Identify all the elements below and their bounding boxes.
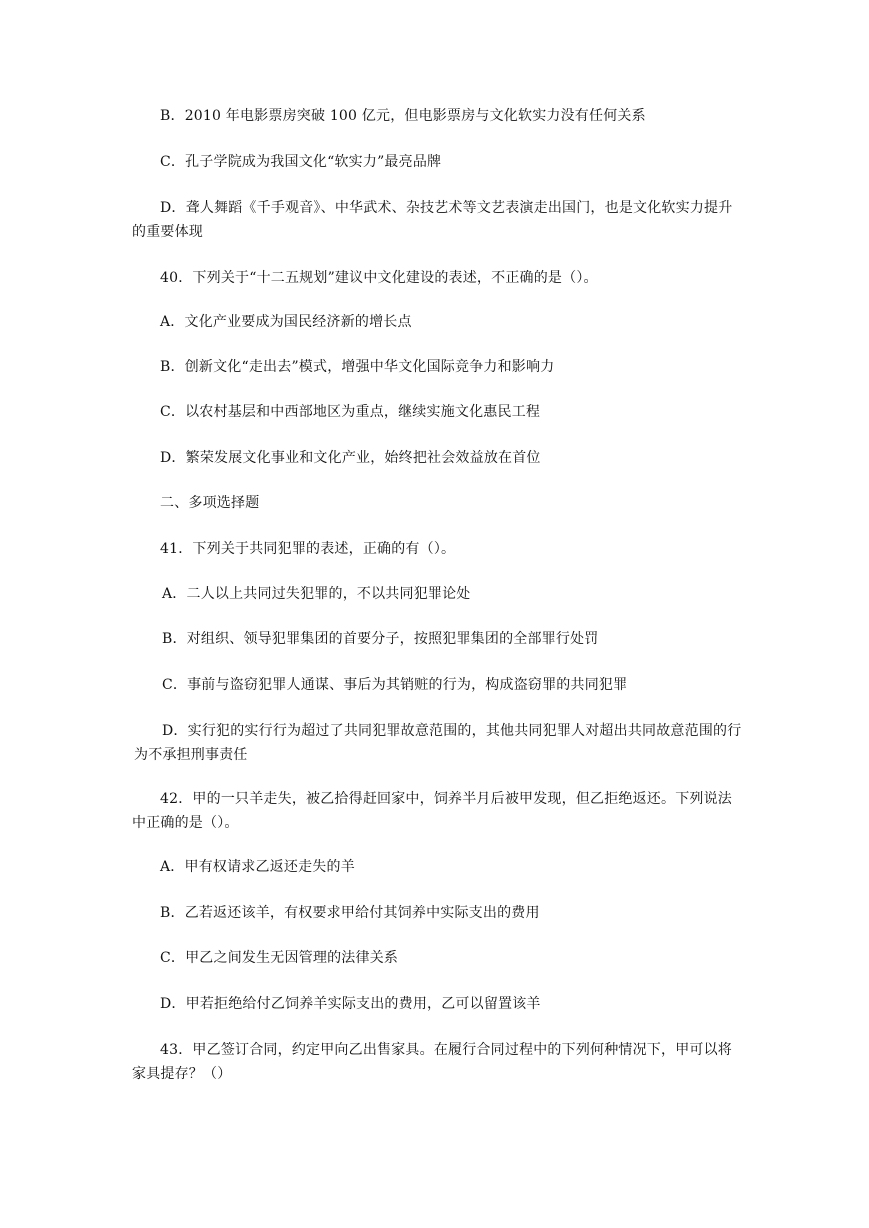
q39-option-b: B．2010 年电影票房突破 100 亿元，但电影票房与文化软实力没有任何关系: [160, 108, 646, 124]
q39-option-d: D．聋人舞蹈《千手观音》、中华武术、杂技艺术等文艺表演走出国门，也是文化软实力提升的重要体现: [132, 200, 733, 240]
question-40: 40．下列关于“十二五规划”建议中文化建设的表述，不正确的是（）。: [160, 270, 598, 286]
q41-option-b: B．对组织、领导犯罪集团的首要分子，按照犯罪集团的全部罪行处罚: [162, 631, 599, 647]
q41-option-d: D．实行犯的实行行为超过了共同犯罪故意范围的，其他共同犯罪人对超出共同故意范围的行为不承担刑事责任: [134, 723, 742, 763]
q42-option-c: C．甲乙之间发生无因管理的法律关系: [160, 950, 399, 966]
q40-option-a: A．文化产业要成为国民经济新的增长点: [160, 314, 412, 330]
q42-option-b: B．乙若返还该羊，有权要求甲给付其饲养中实际支出的费用: [160, 905, 540, 921]
question-42: 42．甲的一只羊走失，被乙拾得赶回家中，饲养半月后被甲发现，但乙拒绝返还。下列说法中正确的是（）。: [132, 791, 733, 831]
q40-option-c: C．以农村基层和中西部地区为重点，继续实施文化惠民工程: [160, 404, 541, 420]
q39-option-c: C．孔子学院成为我国文化“软实力”最亮品牌: [160, 154, 442, 170]
q41-option-c: C．事前与盗窃犯罪人通谋、事后为其销赃的行为，构成盗窃罪的共同犯罪: [162, 677, 628, 693]
section-heading-multiple-choice: 二、多项选择题: [160, 495, 260, 511]
q40-option-b: B．创新文化“走出去”模式，增强中华文化国际竞争力和影响力: [160, 359, 555, 375]
q41-option-a: A．二人以上共同过失犯罪的，不以共同犯罪论处: [162, 586, 471, 602]
question-43: 43．甲乙签订合同，约定甲向乙出售家具。在履行合同过程中的下列何种情况下，甲可以将家具提存？（）: [132, 1042, 733, 1082]
q42-option-a: A．甲有权请求乙返还走失的羊: [160, 859, 355, 875]
q42-option-d: D．甲若拒绝给付乙饲养羊实际支出的费用，乙可以留置该羊: [160, 996, 541, 1012]
question-41: 41．下列关于共同犯罪的表述，正确的有（）。: [160, 541, 456, 557]
q40-option-d: D．繁荣发展文化事业和文化产业，始终把社会效益放在首位: [160, 450, 541, 466]
